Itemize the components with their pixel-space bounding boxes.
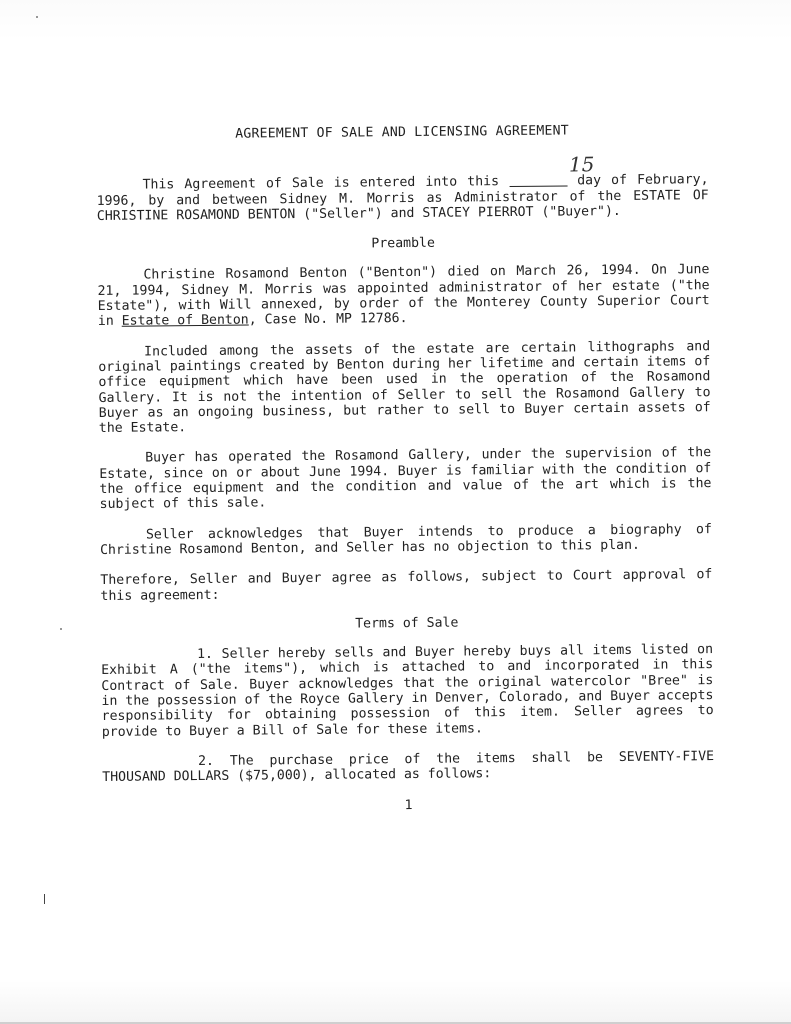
scan-speck	[60, 628, 62, 630]
case-name: Estate of Benton	[121, 312, 249, 330]
document-title: AGREEMENT OF SALE AND LICENSING AGREEMENT	[235, 123, 569, 142]
preamble-paragraph-3: Buyer has operated the Rosamond Gallery, under the supervision of the Estate, since on or about June 1994. Buyer is familiar with the condition of the office equipment and the condition and value of the art which is the subject of this sale.	[99, 445, 712, 513]
document-body	[96, 122, 715, 816]
date-blank	[509, 152, 595, 188]
preamble-paragraph-2: Included among the assets of the estate are certain lithographs and original paintings created by Benton during her lifetime and certain items of office equipment which have been used in the operation of the Rosamond Gallery. It is not the intention of Seller to sell the Rosamond Gallery to Buyer as an ongoing business, but rather to sell to Buyer certain assets of the Estate.	[98, 338, 711, 437]
page-number: 1	[404, 797, 413, 813]
intro-text-end: day of February, 1996, by and between Sidney M. Morris as Administrator of the ESTATE OF CHRISTINE ROSAMOND BENTON ("Seller") and STACEY PIERROT ("Buyer").	[96, 172, 709, 224]
handwritten-day: 15	[568, 152, 595, 177]
scan-mark	[44, 894, 45, 904]
therefore-paragraph: Therefore, Seller and Buyer agree as follows, subject to Court approval of this agreement:	[100, 567, 713, 604]
term-1: 1. Seller hereby sells and Buyer hereby buys all items listed on Exhibit A ("the items"), which is attached to and incorporated in this Contract of Sale. Buyer acknowledges that the original watercolor "Bree" is in the possession of the Royce Gallery in Denver, Colorado, and Buyer accepts responsibility for obtaining possession of this item. Seller agrees to provide to Buyer a Bill of Sale for these items.	[101, 642, 714, 740]
preamble-heading: Preamble	[371, 235, 435, 252]
preamble-paragraph-4: Seller acknowledges that Buyer intends to produce a biography of Christine Rosamond Benton, and Seller has no objection to this plan.	[99, 521, 712, 558]
intro-paragraph	[96, 152, 709, 224]
preamble-paragraph-1	[97, 263, 710, 330]
scan-speck	[36, 16, 38, 18]
preamble-p1-text: Christine Rosamond Benton ("Benton") died on March 26, 1994. On June 21, 1994, Sidney M. Morris was appointed administrator of her estate ("the Estate"), with Will annexed, by order of the Monterey County Superior Court in	[97, 262, 710, 330]
preamble-p1-case-no: , Case No. MP 12786.	[248, 311, 408, 328]
term-2: 2. The purchase price of the items shall be SEVENTY-FIVE THOUSAND DOLLARS ($75,000), allocated as follows:	[102, 749, 715, 786]
terms-heading: Terms of Sale	[355, 615, 459, 632]
intro-text-start: This Agreement of Sale is entered into this	[142, 174, 510, 193]
